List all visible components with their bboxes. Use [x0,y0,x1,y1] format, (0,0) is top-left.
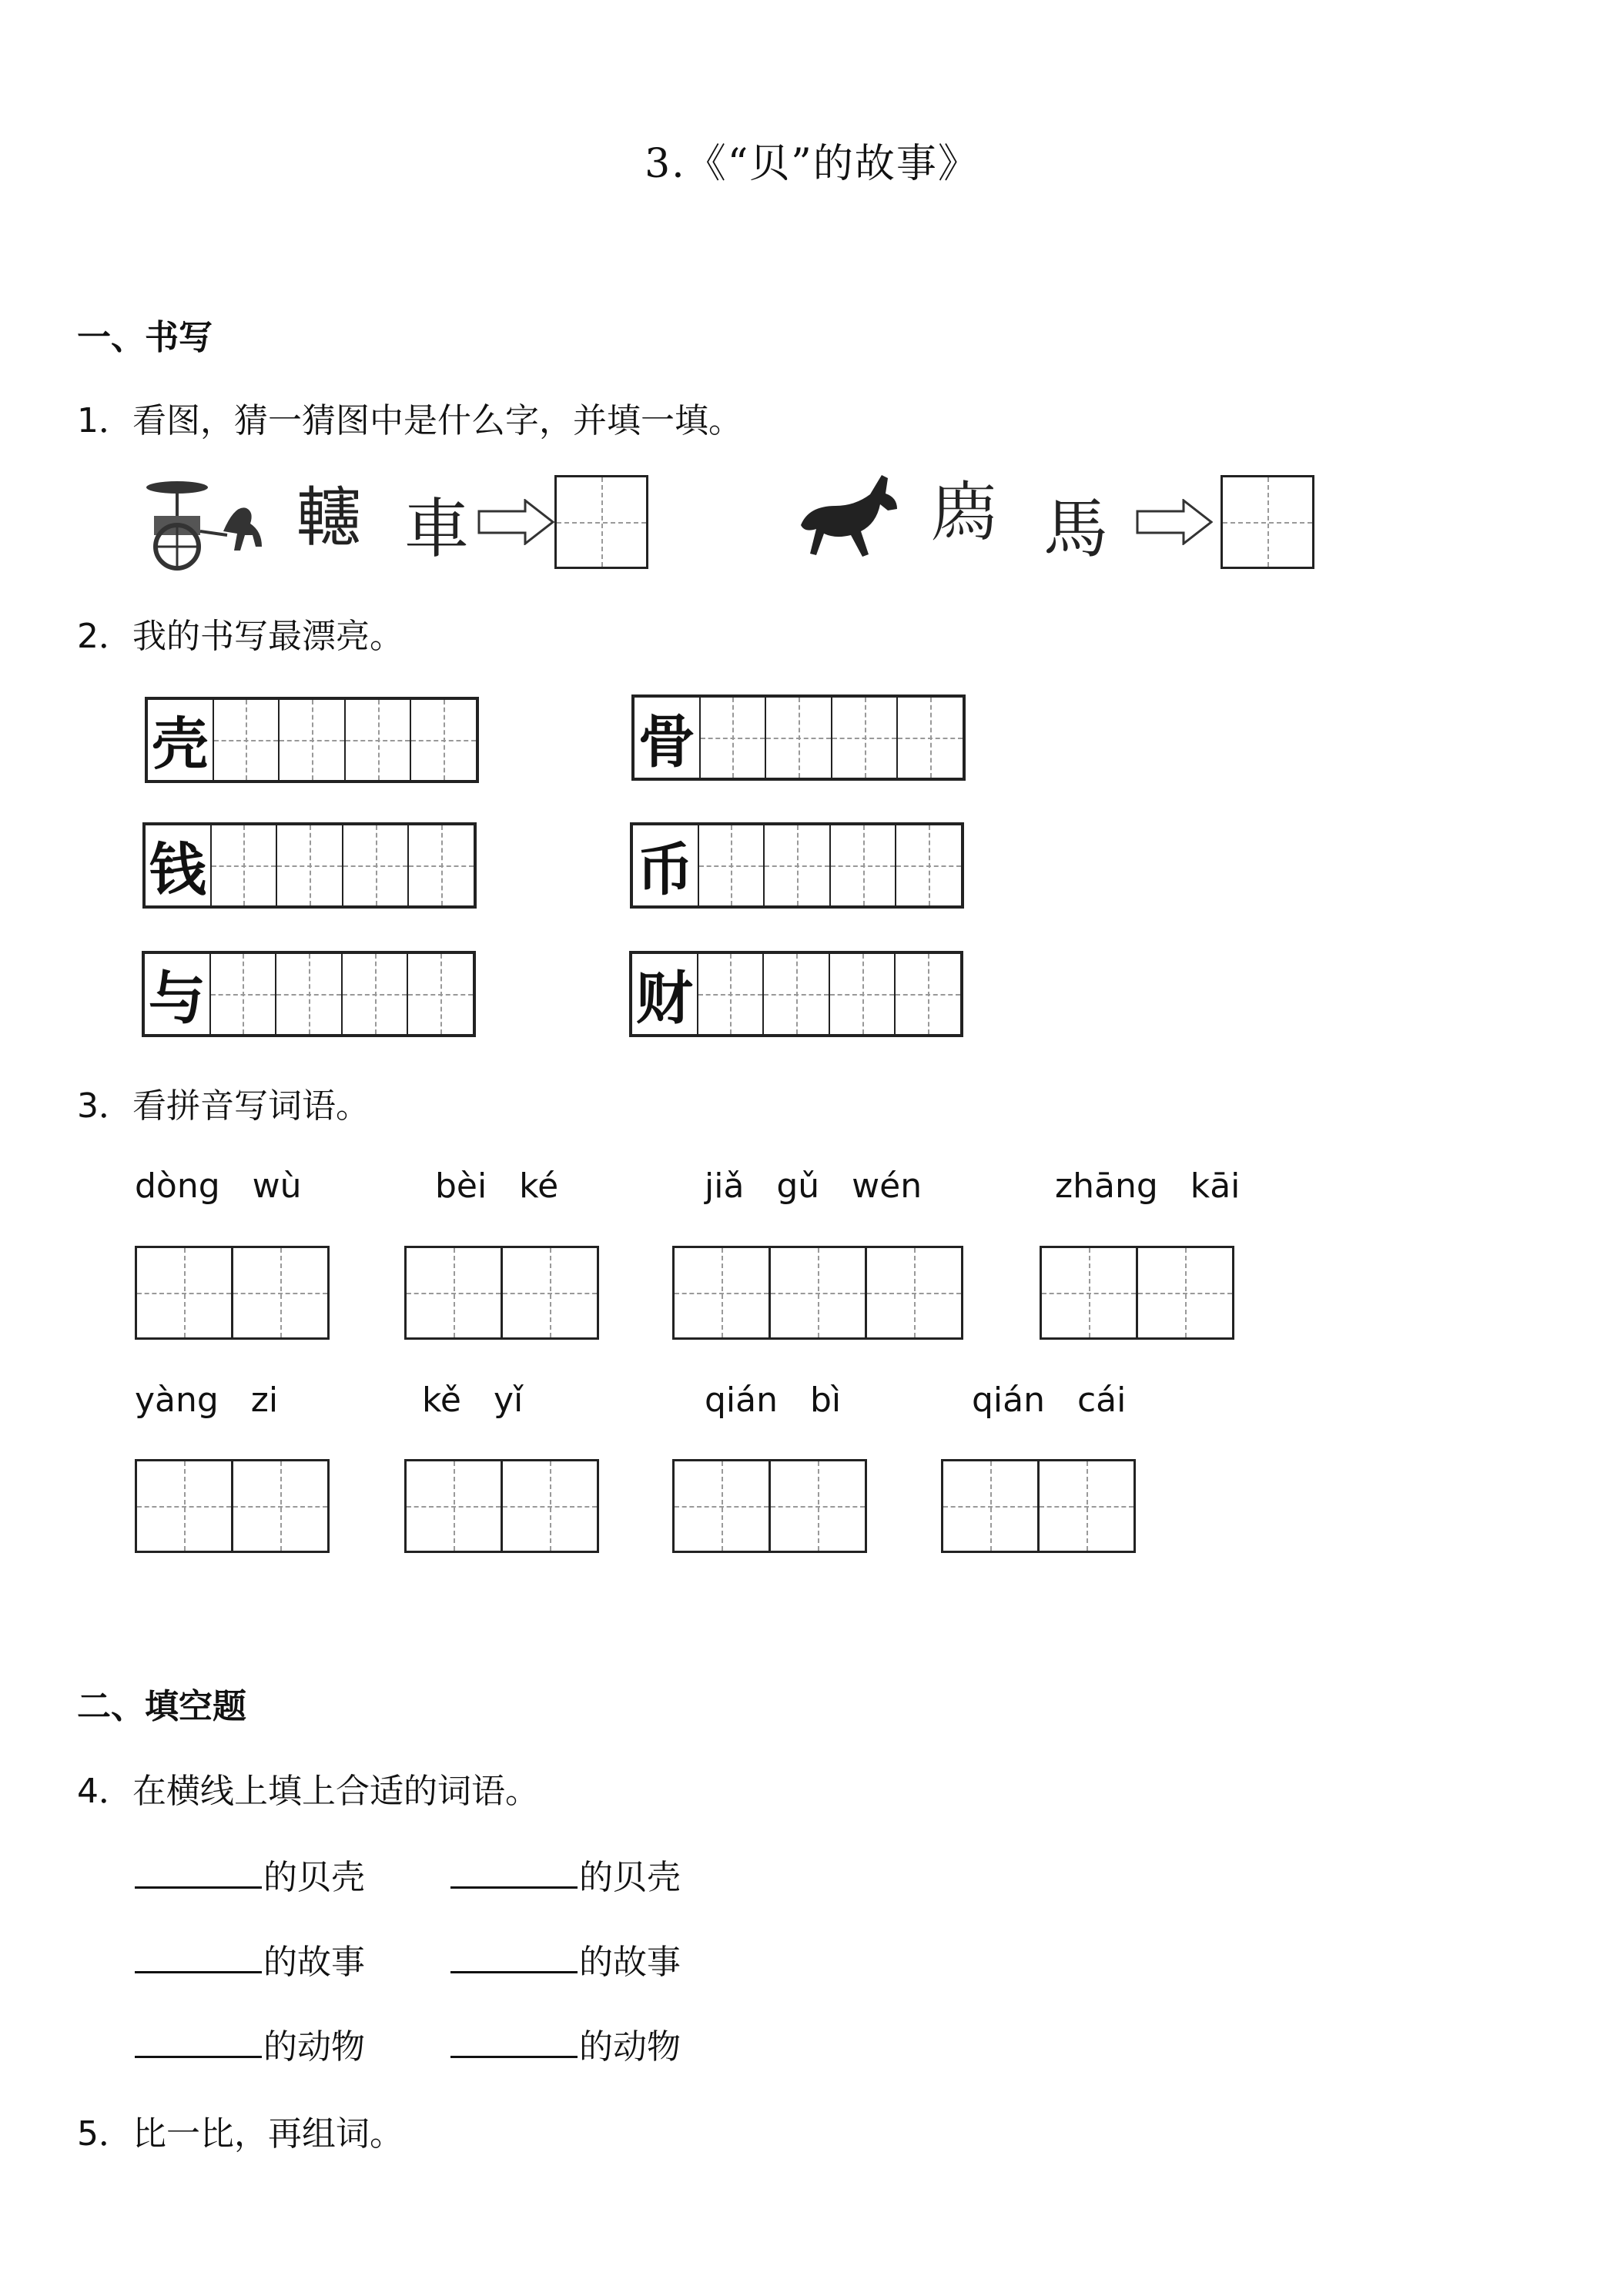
word-boxes-zhangkai [1040,1246,1234,1340]
char-box[interactable] [231,1459,330,1553]
pinyin-yangzi: yàng zi [135,1381,279,1420]
model-char: 与 [148,966,206,1032]
answer-blank[interactable] [450,1940,578,1973]
char-box[interactable] [135,1246,233,1340]
fill-phrase: 的动物 [135,2019,365,2068]
question-1: 1．看图，猜一猜图中是什么字，并填一填。 [77,401,742,440]
pinyin-qiancai: qián cái [972,1381,1127,1420]
traditional-horse-glyph: 馬 [1043,491,1109,567]
writing-strip-ke[interactable] [145,697,479,783]
char-box[interactable] [501,1246,599,1340]
answer-blank[interactable] [450,1856,578,1889]
fill-phrase: 的故事 [450,1934,681,1983]
answer-blank[interactable] [135,2025,262,2058]
question-2: 2．我的书写最漂亮。 [77,617,403,656]
horse-pictograph-icon [793,471,909,575]
writing-strip-cai[interactable] [629,951,963,1037]
answer-box-horse[interactable] [1221,475,1314,569]
answer-box-cart[interactable] [554,475,648,569]
word-boxes-qianbi [672,1459,867,1553]
char-box[interactable] [1136,1246,1234,1340]
model-char: 骨 [638,709,695,775]
char-box[interactable] [404,1459,503,1553]
char-box[interactable] [865,1246,963,1340]
pinyin-qianbi: qián bì [705,1381,842,1420]
pinyin-dongwu: dòng wù [135,1166,302,1206]
arrow-right-icon [477,499,554,545]
char-box[interactable] [1037,1459,1136,1553]
word-boxes-qiancai [941,1459,1136,1553]
section-heading-writing: 一、书写 [77,318,213,357]
pinyin-beike: bèi ké [435,1166,559,1206]
question-5: 5．比一比，再组词。 [77,2114,403,2154]
pinyin-zhangkai: zhāng kāi [1055,1166,1241,1206]
writing-strip-yu[interactable] [142,951,476,1037]
pinyin-jiaguwen: jiǎ gǔ wén [705,1166,922,1206]
char-box[interactable] [768,1246,867,1340]
word-boxes-beike [404,1246,599,1340]
char-box[interactable] [231,1246,330,1340]
char-box[interactable] [941,1459,1040,1553]
arrow-right-icon [1136,499,1213,545]
word-boxes-yangzi [135,1459,330,1553]
answer-blank[interactable] [450,2025,578,2058]
fill-phrase: 的动物 [450,2019,681,2068]
page-title: 3.《“贝”的故事》 [645,141,979,187]
char-box[interactable] [404,1246,503,1340]
writing-strip-qian[interactable] [142,822,477,909]
word-boxes-jiaguwen [672,1246,963,1340]
writing-strip-bi[interactable] [630,822,964,909]
answer-blank[interactable] [135,1856,262,1889]
answer-blank[interactable] [135,1940,262,1973]
char-box[interactable] [501,1459,599,1553]
model-char: 币 [636,837,694,903]
char-box[interactable] [672,1459,771,1553]
char-box[interactable] [768,1459,867,1553]
model-char: 钱 [149,837,206,903]
ancient-horse-glyph: 𢊁 [932,475,997,551]
cart-pictograph-icon [142,474,266,574]
section-heading-fill-in: 二、填空题 [77,1687,246,1726]
char-box[interactable] [135,1459,233,1553]
writing-strip-gu[interactable] [631,694,966,781]
word-boxes-dongwu [135,1246,330,1340]
char-box[interactable] [1040,1246,1138,1340]
traditional-cart-glyph: 車 [404,491,470,567]
model-char: 财 [635,966,693,1032]
fill-phrase: 的贝壳 [135,1849,365,1899]
question-4: 4．在横线上填上合适的词语。 [77,1772,539,1811]
char-box[interactable] [672,1246,771,1340]
ancient-cart-glyph: 𨏥 [296,480,362,555]
fill-phrase: 的故事 [135,1934,365,1983]
model-char: 壳 [151,711,209,778]
fill-phrase: 的贝壳 [450,1849,681,1899]
pinyin-keyi: kě yǐ [422,1381,524,1420]
word-boxes-keyi [404,1459,599,1553]
question-3: 3．看拼音写词语。 [77,1086,370,1126]
